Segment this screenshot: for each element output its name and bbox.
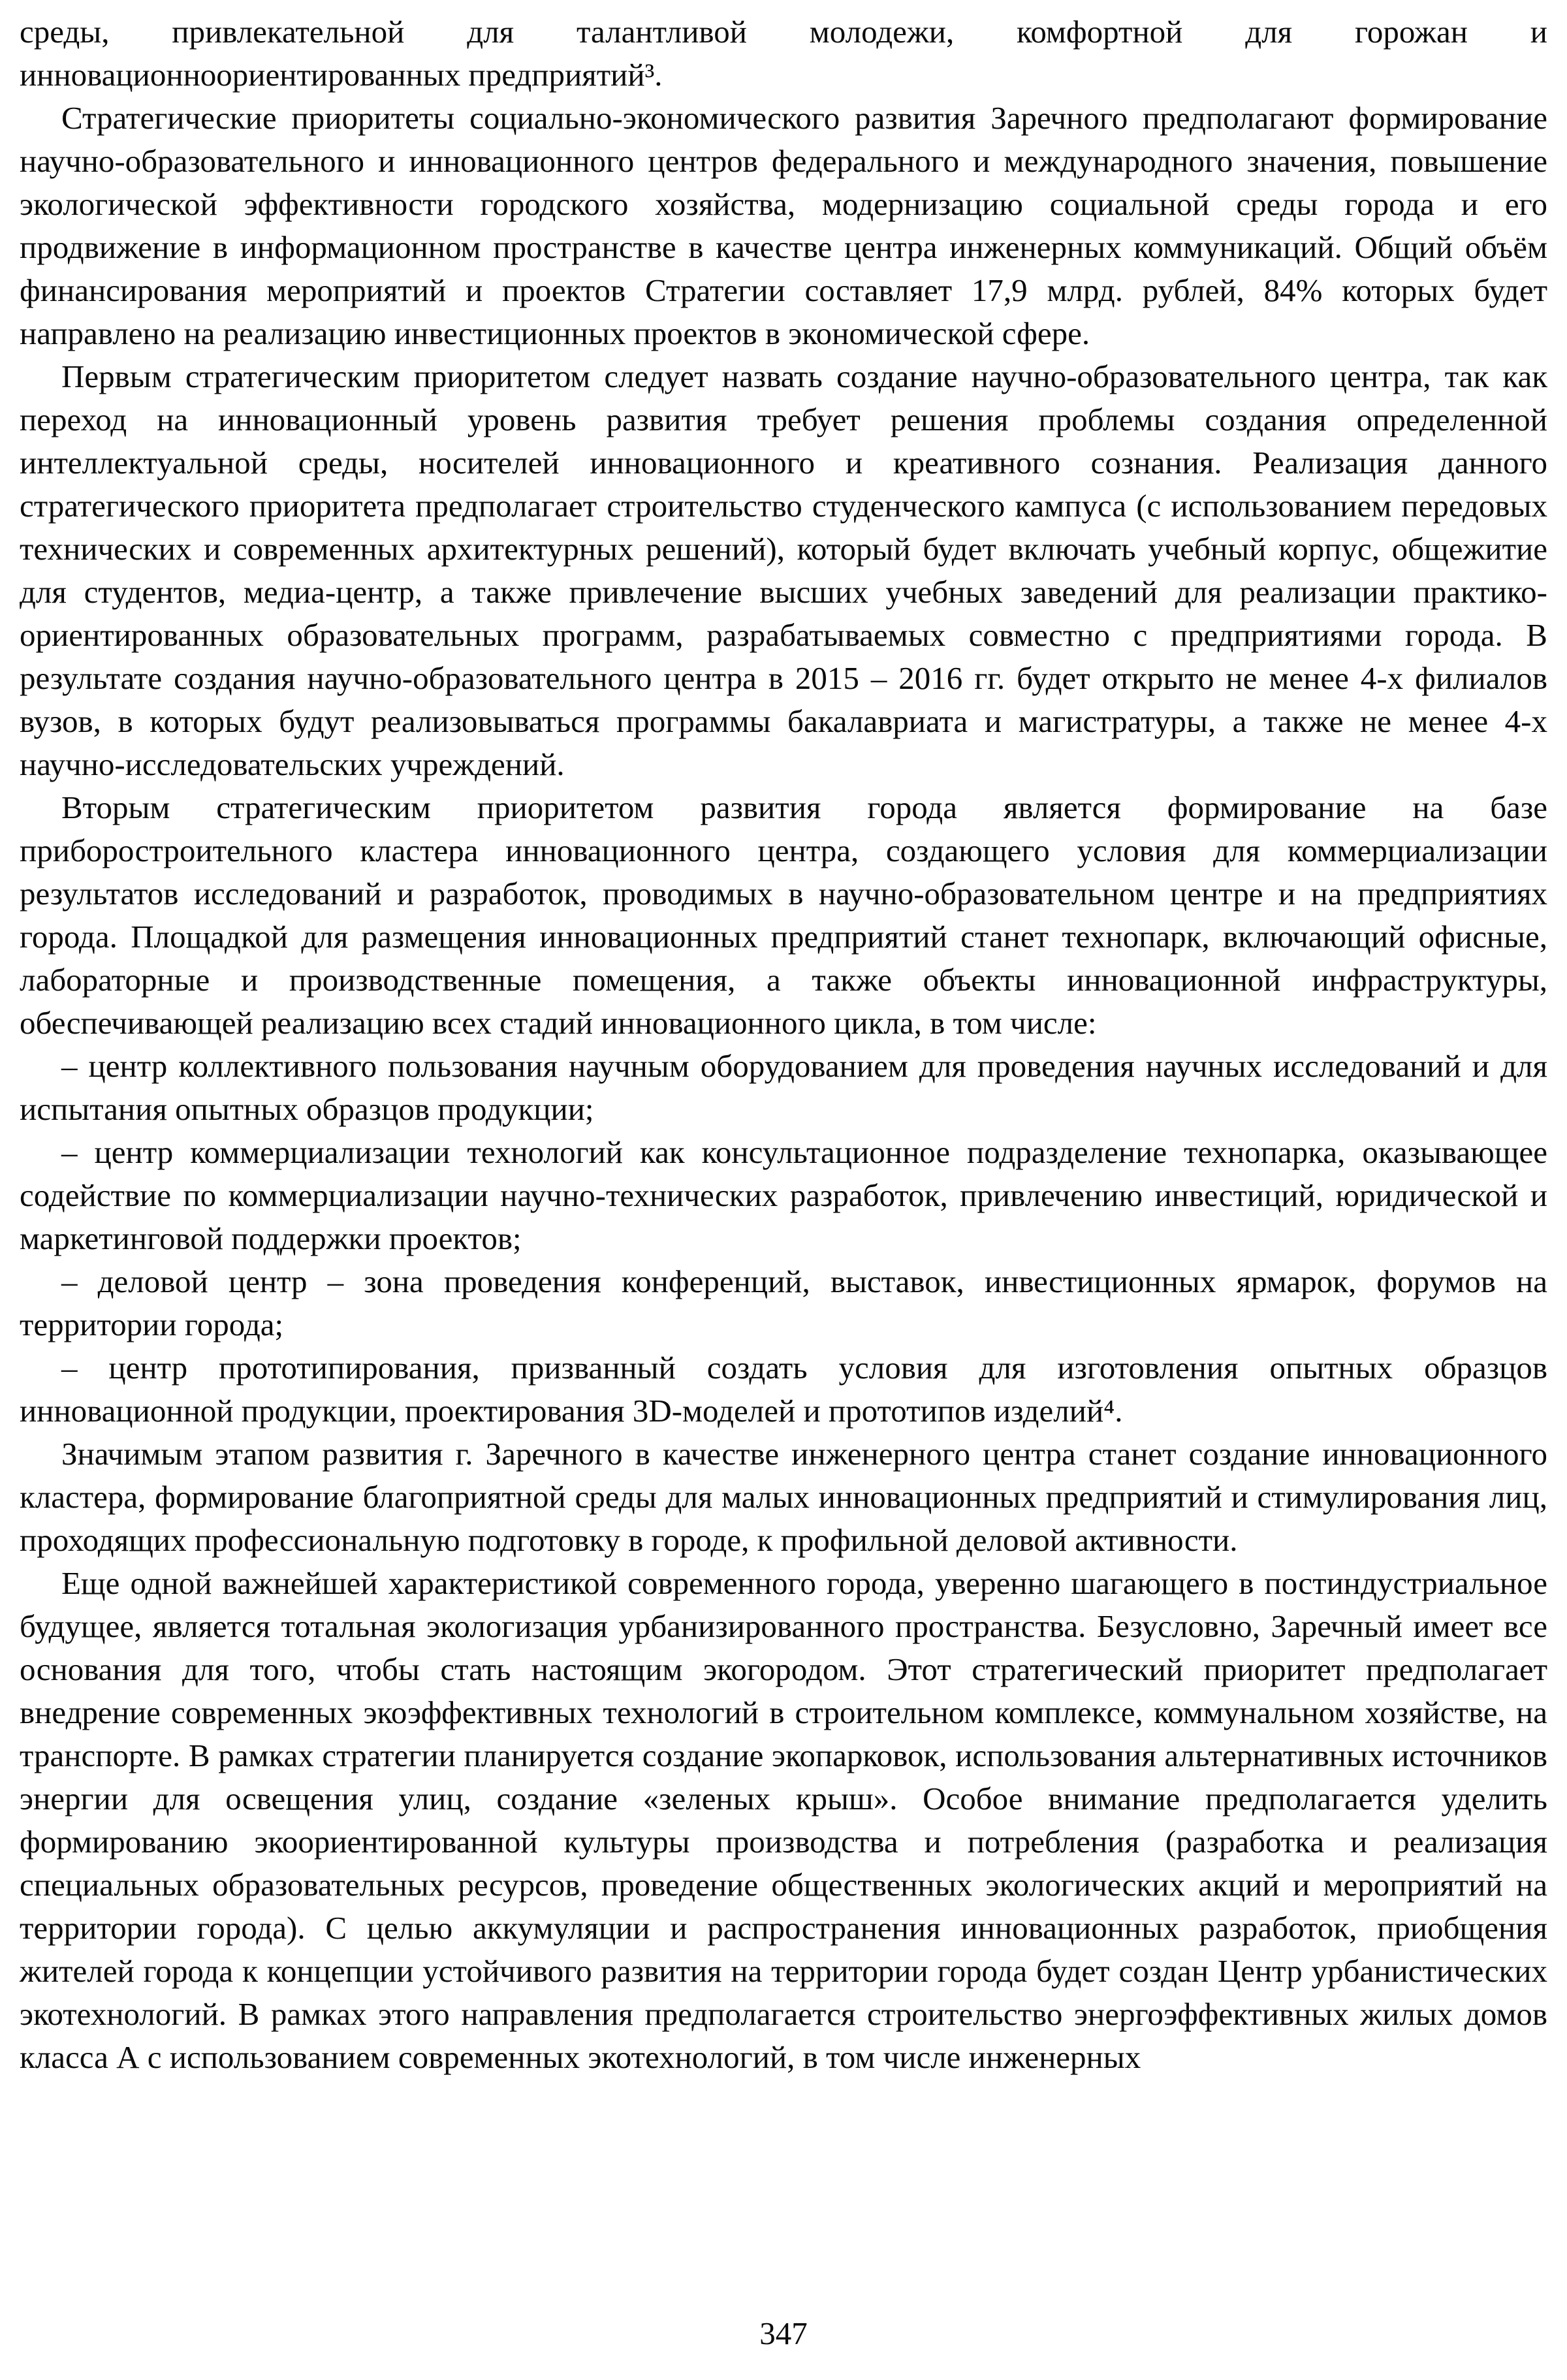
paragraph-second-priority: Вторым стратегическим приоритетом развития города является формирование на базе приборостроительного кластера инновационного центра, создающего условия для коммерциализации результатов исследований и разработок, проводимых в научно-образовательном центре и на предприятиях города. Площадкой для размещения инновационных предприятий станет технопарк, включающий офисные, лабораторные и производственные помещения, а также объекты инновационной инфраструктуры, обеспечивающей реализацию всех стадий инновационного цикла, в том числе: (20, 789, 1547, 1041)
page-number: 347 (759, 2315, 808, 2351)
paragraph-ecology: Еще одной важнейшей характеристикой современного города, уверенно шагающего в постиндустриальное будущее, является тотальная экологизация урбанизированного пространства. Безусловно, Заречный имеет все основания для того, чтобы стать настоящим экогородом. Этот стратегический приоритет предполагает внедрение современных экоэффективных технологий в строительном комплексе, коммунальном хозяйстве, на транспорте. В рамках стратегии планируется создание экопарковок, использования альтернативных источников энергии для освещения улиц, создание «зеленых крыш». Особое внимание предполагается уделить формированию экоориентированной культуры производства и потребления (разработка и реализация специальных образовательных ресурсов, проведение общественных экологических акций и мероприятий на территории города). С целью аккумуляции и распространения инновационных разработок, приобщения жителей города к концепции устойчивого развития на территории города будет создан Центр урбанистических экотехнологий. В рамках этого направления предполагается строительство энергоэффективных жилых домов класса А с использованием современных экотехнологий, в том числе инженерных (20, 1565, 1547, 2075)
list-item-prototyping-center: – центр прототипирования, призванный создать условия для изготовления опытных образцов инновационной продукции, проектирования 3D-моделей и прототипов изделий⁴. (20, 1350, 1547, 1429)
paragraph-continuation: среды, привлекательной для талантливой молодежи, комфортной для горожан и инновационноориентированных предприятий³. (20, 14, 1547, 93)
paragraph-innovation-cluster: Значимым этапом развития г. Заречного в качестве инженерного центра станет создание инновационного кластера, формирование благоприятной среды для малых инновационных предприятий и стимулирования лиц, проходящих профессиональную подготовку в городе, к профильной деловой активности. (20, 1436, 1547, 1558)
list-item-business-center: – деловой центр – зона проведения конференций, выставок, инвестиционных ярмарок, форумов на территории города; (20, 1263, 1547, 1342)
list-item-commercialization-center: – центр коммерциализации технологий как консультационное подразделение технопарка, оказывающее содействие по коммерциализации научно-технических разработок, привлечению инвестиций, юридической и маркетинговой поддержки проектов; (20, 1134, 1547, 1256)
list-item-collective-use-center: – центр коллективного пользования научным оборудованием для проведения научных исследований и для испытания опытных образцов продукции; (20, 1048, 1547, 1127)
paragraph-first-priority: Первым стратегическим приоритетом следует назвать создание научно-образовательного центра, так как переход на инновационный уровень развития требует решения проблемы создания определенной интеллектуальной среды, носителей инновационного и креативного сознания. Реализация данного стратегического приоритета предполагает строительство студенческого кампуса (с использованием передовых технических и современных архитектурных решений), который будет включать учебный корпус, общежитие для студентов, медиа-центр, а также привлечение высших учебных заведений для реализации практико-ориентированных образовательных программ, разрабатываемых совместно с предприятиями города. В результате создания научно-образовательного центра в 2015 – 2016 гг. будет открыто не менее 4-х филиалов вузов, в которых будут реализовываться программы бакалавриата и магистратуры, а также не менее 4-х научно-исследовательских учреждений. (20, 358, 1547, 782)
paragraph-strategic-priorities: Стратегические приоритеты социально-экономического развития Заречного предполагают формирование научно-образовательного и инновационного центров федерального и международного значения, повышение экологической эффективности городского хозяйства, модернизацию социальной среды города и его продвижение в информационном пространстве в качестве центра инженерных коммуникаций. Общий объём финансирования мероприятий и проектов Стратегии составляет 17,9 млрд. рублей, 84% которых будет направлено на реализацию инвестиционных проектов в экономической сфере. (20, 100, 1547, 351)
